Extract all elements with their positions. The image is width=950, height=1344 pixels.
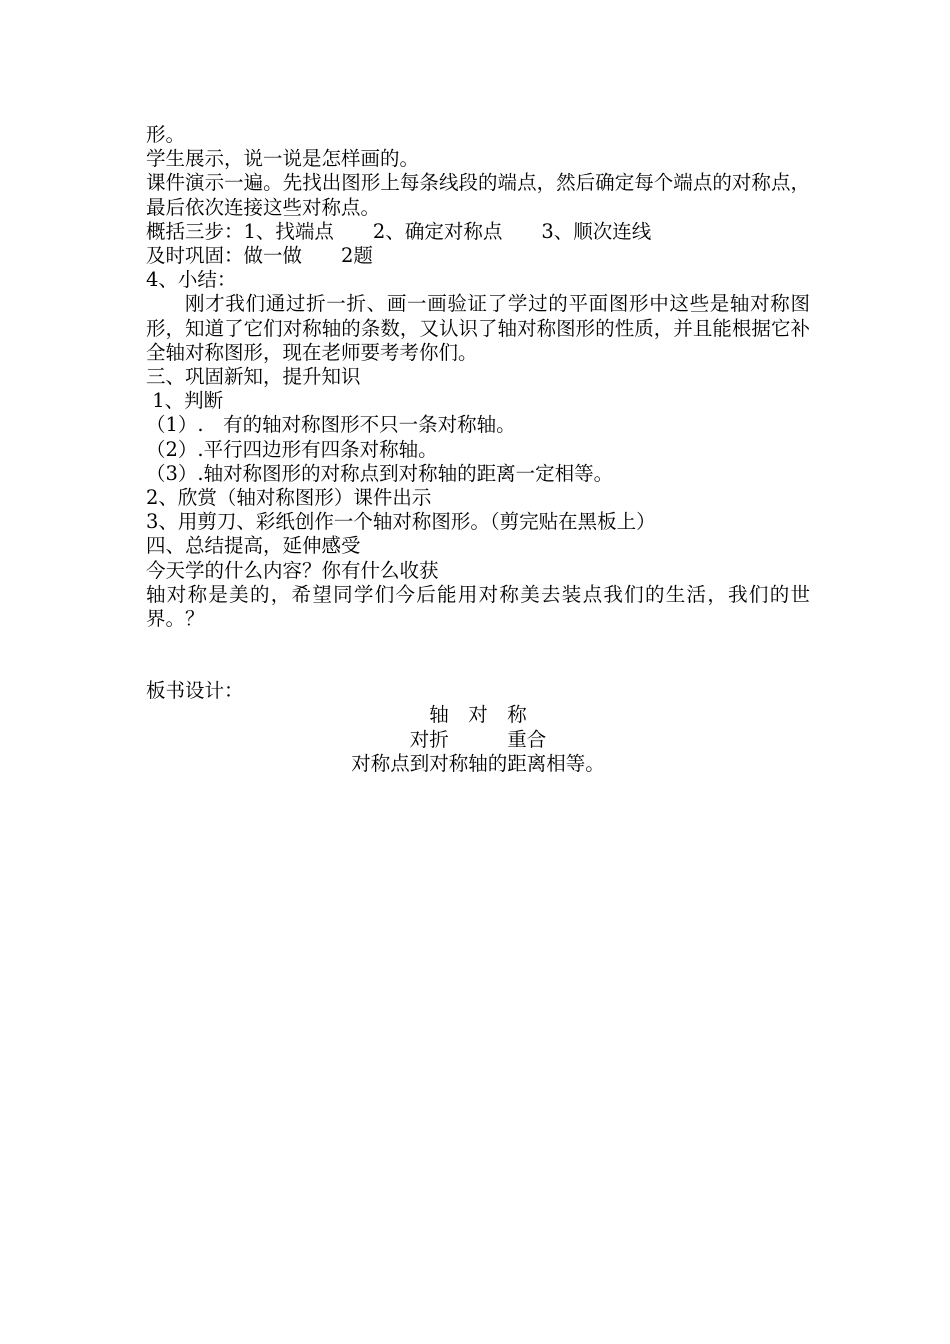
section-heading: 三、巩固新知，提升知识 [146, 365, 361, 389]
text-line: 2、欣赏（轴对称图形）课件出示 [146, 486, 432, 510]
text-line: 概括三步：1、找端点 2、确定对称点 3、顺次连线 [146, 219, 652, 243]
text-line: 及时巩固：做一做 2题 [146, 244, 373, 268]
judgement-item: （1）. 有的轴对称图形不只一条对称轴。 [146, 413, 516, 437]
spacer [146, 631, 810, 679]
text-line: 形。 [146, 123, 186, 146]
subsection-heading: 1、判断 [146, 389, 224, 413]
board-title: 轴 对 称 [429, 703, 527, 727]
text-line: 今天学的什么内容？你有什么收获 [146, 558, 439, 582]
summary-paragraph: 刚才我们通过折一折、画一画验证了学过的平面图形中这些是轴对称图形，知道了它们对称轴的条数，又认识了轴对称图形的性质，并且能根据它补全轴对称图形，现在老师要考考你们。 [146, 292, 810, 364]
text-line: 3、用剪刀、彩纸创作一个轴对称图形。（剪完贴在黑板上） [146, 510, 656, 534]
closing-paragraph: 轴对称是美的，希望同学们今后能用对称美去装点我们的生活，我们的世界。？ [146, 582, 810, 631]
text-paragraph: 课件演示一遍。先找出图形上每条线段的端点，然后确定每个端点的对称点，最后依次连接这些对称点。 [146, 171, 810, 219]
document-body [146, 123, 810, 776]
board-summary: 对称点到对称轴的距离相等。 [351, 751, 605, 775]
judgement-item: （3）.轴对称图形的对称点到对称轴的距离一定相等。 [146, 461, 614, 485]
section-heading: 四、总结提高，延伸感受 [146, 534, 361, 558]
board-design-label: 板书设计： [146, 679, 244, 703]
judgement-item: （2）.平行四边形有四条对称轴。 [146, 437, 438, 461]
board-row: 对折 重合 [409, 727, 547, 751]
text-line: 学生展示，说一说是怎样画的。 [146, 147, 420, 171]
section-heading: 4、小结： [146, 268, 237, 292]
